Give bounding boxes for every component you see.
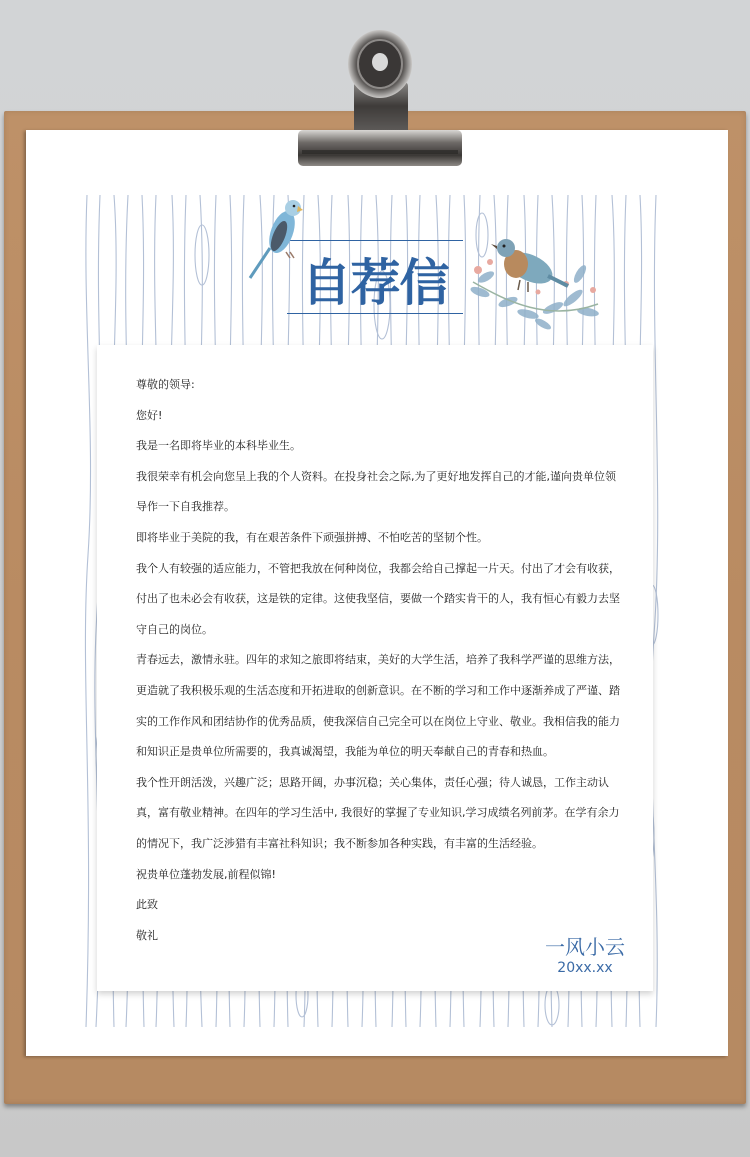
letter-greeting: 您好! [136, 408, 163, 422]
letter-closing-2: 敬礼 [136, 928, 158, 942]
letter-paragraph: 即将毕业于美院的我，有在艰苦条件下顽强拼搏、不怕吃苦的坚韧个性。 [136, 530, 488, 544]
page-title: 自荐信 [301, 254, 449, 312]
letter-paragraph: 我很荣幸有机会向您呈上我的个人资料。在投身社会之际,为了更好地发挥自己的才能,谨向贵单位领导作一下自我推荐。 [136, 469, 616, 514]
title-line-bottom [287, 313, 463, 314]
title-block [287, 240, 463, 318]
letter-paragraph: 我是一名即将毕业的本科毕业生。 [136, 439, 301, 453]
signature-block [540, 934, 630, 976]
letter-paragraph: 青春远去，激情永驻。四年的求知之旅即将结束，美好的大学生活，培养了我科学严谨的思维方法，更造就了我积极乐观的生活态度和开拓进取的创新意识。在不断的学习和工作中逐渐养成了严谨、踏实的工作作风和团结协作的优秀品质，使我深信自己完全可以在岗位上守业、敬业。我相信我的能力和知识正是贵单位所需要的，我真诚渴望，我能为单位的明天奉献自己的青春和热血。 [136, 653, 620, 759]
signature-name: 一风小云 [545, 935, 625, 959]
binder-clip-icon [296, 22, 464, 172]
signature-date: 20xx.xx [557, 960, 613, 976]
letter-salutation: 尊敬的领导: [136, 378, 195, 391]
title-line-top [287, 240, 463, 241]
letter-body [136, 370, 626, 951]
letter-paragraph: 我个性开朗活泼，兴趣广泛；思路开阔，办事沉稳；关心集体，责任心强；待人诚恳，工作主动认真，富有敬业精神。在四年的学习生活中, 我很好的掌握了专业知识,学习成绩名列前茅。在学有余力的情况下，我广泛涉猎有丰富社科知识；我不断参加各种实践，有丰富的生活经验。 [136, 775, 620, 850]
parakeet-icon [248, 196, 308, 281]
letter-paragraph: 祝贵单位蓬勃发展,前程似锦! [136, 867, 276, 881]
letter-paragraph: 我个人有较强的适应能力，不管把我放在何种岗位，我都会给自己撑起一片天。付出了才会有收获，付出了也未必会有收获，这是铁的定律。这使我坚信，要做一个踏实肯干的人，我有恒心有毅力去坚守自己的岗位。 [136, 561, 620, 636]
letter-closing-1: 此致 [136, 898, 158, 912]
bird-on-branch-icon [468, 232, 603, 332]
